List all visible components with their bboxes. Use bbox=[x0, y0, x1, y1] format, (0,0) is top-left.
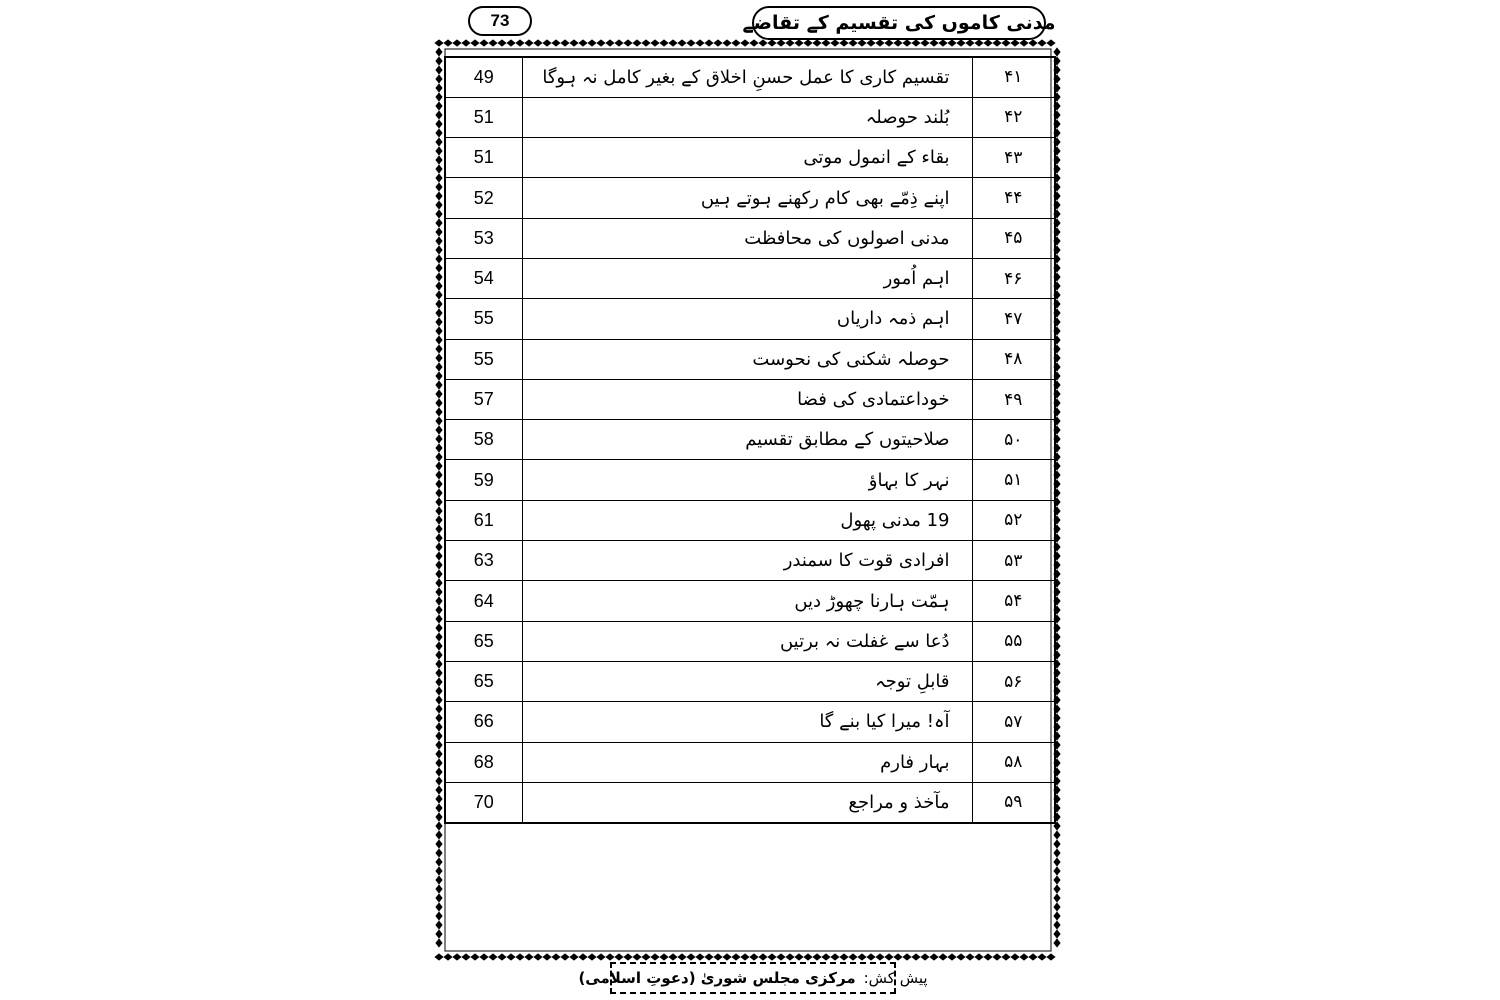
page-number-cell: 55 bbox=[445, 339, 522, 379]
topic-title-cell: اہم اُمور bbox=[522, 258, 972, 298]
serial-number-cell: ۴۶ bbox=[972, 258, 1055, 298]
table-row bbox=[445, 420, 1055, 460]
serial-number-cell: ۴۴ bbox=[972, 178, 1055, 218]
serial-number-cell: ۵۳ bbox=[972, 541, 1055, 581]
topic-title-cell: دُعا سے غفلت نہ برتیں bbox=[522, 621, 972, 661]
page-number-cell: 53 bbox=[445, 218, 522, 258]
page-number: 73 bbox=[468, 6, 532, 36]
serial-number-cell: ۵۱ bbox=[972, 460, 1055, 500]
page-number-cell: 52 bbox=[445, 178, 522, 218]
table-row bbox=[445, 138, 1055, 178]
topic-title-cell: حوصلہ شکنی کی نحوست bbox=[522, 339, 972, 379]
topic-title-cell: صلاحیتوں کے مطابق تقسیم bbox=[522, 420, 972, 460]
table-row bbox=[445, 97, 1055, 137]
serial-number-cell: ۵۲ bbox=[972, 500, 1055, 540]
serial-number-cell: ۵۷ bbox=[972, 702, 1055, 742]
page-number-cell: 65 bbox=[445, 621, 522, 661]
page-number-cell: 51 bbox=[445, 138, 522, 178]
page-number-cell: 59 bbox=[445, 460, 522, 500]
table-row bbox=[445, 742, 1055, 782]
page-number-cell: 58 bbox=[445, 420, 522, 460]
serial-number-cell: ۴۹ bbox=[972, 379, 1055, 419]
table-row bbox=[445, 218, 1055, 258]
topic-title-cell: ہمّت ہارنا چھوڑ دیں bbox=[522, 581, 972, 621]
topic-title-cell: اپنے ذِمّے بھی کام رکھنے ہوتے ہیں bbox=[522, 178, 972, 218]
page-number-cell: 57 bbox=[445, 379, 522, 419]
table-row bbox=[445, 339, 1055, 379]
table-row bbox=[445, 258, 1055, 298]
table-row bbox=[445, 379, 1055, 419]
serial-number-cell: ۵۰ bbox=[972, 420, 1055, 460]
topic-title-cell: مدنی اصولوں کی محافظت bbox=[522, 218, 972, 258]
table-row bbox=[445, 299, 1055, 339]
topic-title-cell: بقاء کے انمول موتی bbox=[522, 138, 972, 178]
table-row bbox=[445, 581, 1055, 621]
serial-number-cell: ۴۵ bbox=[972, 218, 1055, 258]
page-number-cell: 63 bbox=[445, 541, 522, 581]
serial-number-cell: ۵۹ bbox=[972, 782, 1055, 822]
page-number-cell: 70 bbox=[445, 782, 522, 822]
topic-title-cell: آہ! میرا کیا بنے گا bbox=[522, 702, 972, 742]
table-row bbox=[445, 460, 1055, 500]
serial-number-cell: ۵۴ bbox=[972, 581, 1055, 621]
table-row bbox=[445, 541, 1055, 581]
page-number-cell: 65 bbox=[445, 661, 522, 701]
topic-title-cell: نہر کا بہاؤ bbox=[522, 460, 972, 500]
page-number-cell: 49 bbox=[445, 57, 522, 97]
topic-title-cell: قابلِ توجہ bbox=[522, 661, 972, 701]
contents-table bbox=[444, 56, 1056, 824]
topic-title-cell: 19 مدنی پھول bbox=[522, 500, 972, 540]
serial-number-cell: ۵۶ bbox=[972, 661, 1055, 701]
topic-title-cell: اہم ذمہ داریاں bbox=[522, 299, 972, 339]
serial-number-cell: ۴۱ bbox=[972, 57, 1055, 97]
topic-title-cell: تقسیم کاری کا عمل حسنِ اخلاق کے بغیر کامل نہ ہوگا bbox=[522, 57, 972, 97]
running-title: مدنی کاموں کی تقسیم کے تقاضے bbox=[752, 6, 1046, 40]
topic-title-cell: مآخذ و مراجع bbox=[522, 782, 972, 822]
serial-number-cell: ۴۷ bbox=[972, 299, 1055, 339]
table-row bbox=[445, 782, 1055, 822]
serial-number-cell: ۴۲ bbox=[972, 97, 1055, 137]
serial-number-cell: ۴۳ bbox=[972, 138, 1055, 178]
page-number-cell: 66 bbox=[445, 702, 522, 742]
table-row bbox=[445, 500, 1055, 540]
topic-title-cell: افرادی قوت کا سمندر bbox=[522, 541, 972, 581]
page-number-cell: 54 bbox=[445, 258, 522, 298]
serial-number-cell: ۵۸ bbox=[972, 742, 1055, 782]
page-number-cell: 55 bbox=[445, 299, 522, 339]
page-number-cell: 61 bbox=[445, 500, 522, 540]
table-row bbox=[445, 661, 1055, 701]
page-number-cell: 51 bbox=[445, 97, 522, 137]
page-number-cell: 68 bbox=[445, 742, 522, 782]
topic-title-cell: خوداعتمادی کی فضا bbox=[522, 379, 972, 419]
table-row bbox=[445, 57, 1055, 97]
page-number-cell: 64 bbox=[445, 581, 522, 621]
topic-title-cell: بُلند حوصلہ bbox=[522, 97, 972, 137]
topic-title-cell: بہار فارم bbox=[522, 742, 972, 782]
serial-number-cell: ۵۵ bbox=[972, 621, 1055, 661]
table-row bbox=[445, 621, 1055, 661]
table-row bbox=[445, 702, 1055, 742]
publisher-label: پیش کش: bbox=[863, 969, 928, 987]
publisher-name: مرکزی مجلس شوریٰ (دعوتِ اسلامی) bbox=[578, 969, 856, 987]
serial-number-cell: ۴۸ bbox=[972, 339, 1055, 379]
table-row bbox=[445, 178, 1055, 218]
publisher-box bbox=[578, 962, 928, 994]
